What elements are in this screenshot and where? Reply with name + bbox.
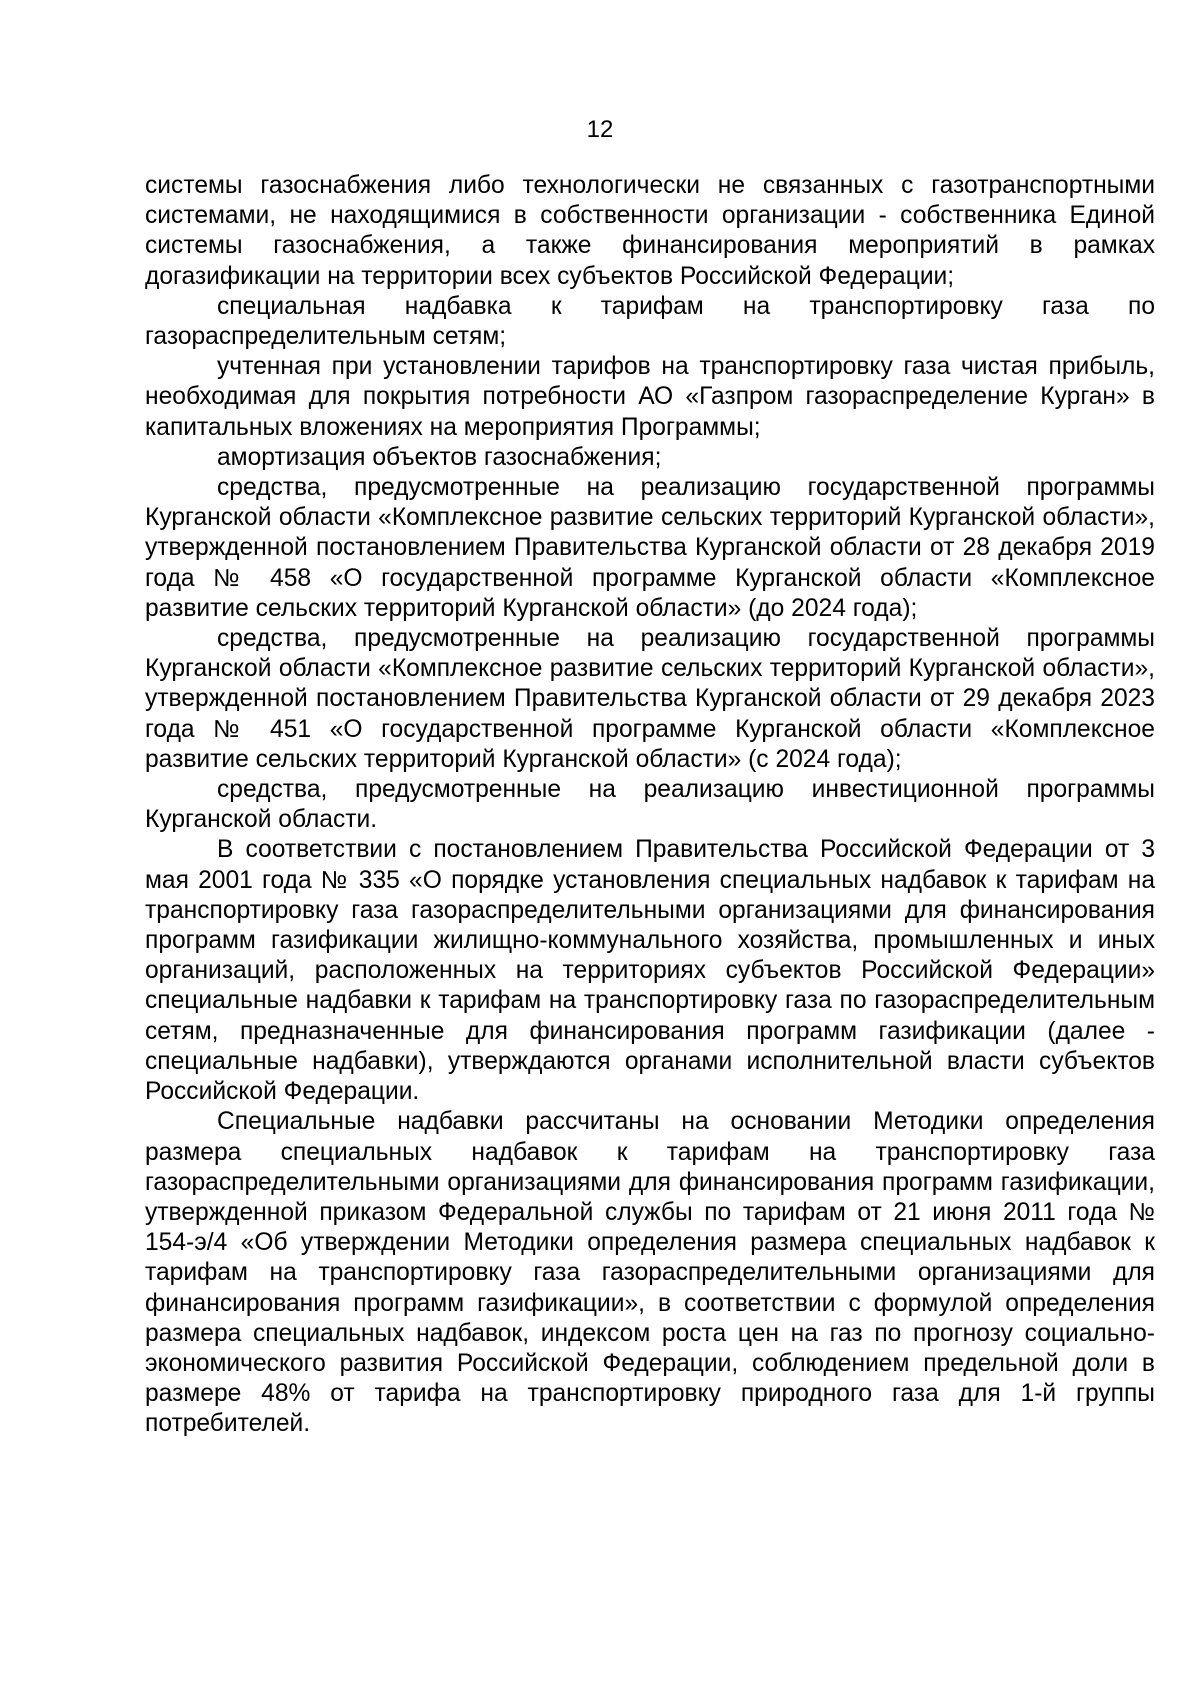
paragraph-methodology: Специальные надбавки рассчитаны на основании Методики определения размера специальных надбавок к тарифам на транспортировку газа газораспределительными организациями для финансирования программ газификации, утвержденной приказом Федеральной службы по тарифам от 21 июня 2011 года № 154-э/4 «Об утверждении Методики определения размера специальных надбавок к тарифам на транспортировку газа газораспределительными организациями для финансирования программ газификации», в соответствии с формулой определения размера специальных надбавок, индексом роста цен на газ по прогнозу социально-экономического развития Российской Федерации, соблюдением предельной доли в размере 48% от тарифа на транспортировку природного газа для 1-й группы потребителей.: [145, 1108, 1155, 1438]
paragraph-special-surcharge: специальная надбавка к тарифам на транспортировку газа по газораспределительным сетям;: [145, 292, 1155, 351]
paragraph-state-program-2019: средства, предусмотренные на реализацию государственной программы Курганской области «Комплексное развитие сельских территорий Курганской области», утвержденной постановлением Правительства Курганской области от 28 декабря 2019 года № 458 «О государственной программе Курганской области «Комплексное развитие сельских территорий Курганской области» (до 2024 года);: [145, 474, 1155, 622]
paragraph-net-profit: учтенная при установлении тарифов на транспортировку газа чистая прибыль, необходимая для покрытия потребности АО «Газпром газораспределение Курган» в капитальных вложениях на мероприятия Программы;: [145, 353, 1155, 441]
paragraph-depreciation: амортизация объектов газоснабжения;: [217, 443, 662, 471]
paragraph-investment-program: средства, предусмотренные на реализацию инвестиционной программы Курганской области.: [145, 776, 1155, 834]
document-body: [145, 171, 1155, 1440]
paragraph-state-program-2023: средства, предусмотренные на реализацию государственной программы Курганской области «Комплексное развитие сельских территорий Курганской области», утвержденной постановлением Правительства Курганской области от 29 декабря 2023 года № 451 «О государственной программе Курганской области «Комплексное развитие сельских территорий Курганской области» (с 2024 года);: [145, 625, 1155, 773]
paragraph-government-decree: В соответствии с постановлением Правительства Российской Федерации от 3 мая 2001 года № 335 «О порядке установления специальных надбавок к тарифам на транспортировку газа газораспределительными организациями для финансирования программ газификации жилищно-коммунального хозяйства, промышленных и иных организаций, расположенных на территориях субъектов Российской Федерации» специальные надбавки к тарифам на транспортировку газа по газораспределительным сетям, предназначенные для финансирования программ газификации (далее - специальные надбавки), утверждаются органами исполнительной власти субъектов Российской Федерации.: [145, 836, 1155, 1106]
page-number: 12: [586, 116, 614, 143]
paragraph-continuation: системы газоснабжения либо технологически не связанных с газотранспортными системами, не находящимися в собственности организации - собственника Единой системы газоснабжения, а также финансирования мероприятий в рамках догазификации на территории всех субъектов Российской Федерации;: [145, 172, 1155, 290]
